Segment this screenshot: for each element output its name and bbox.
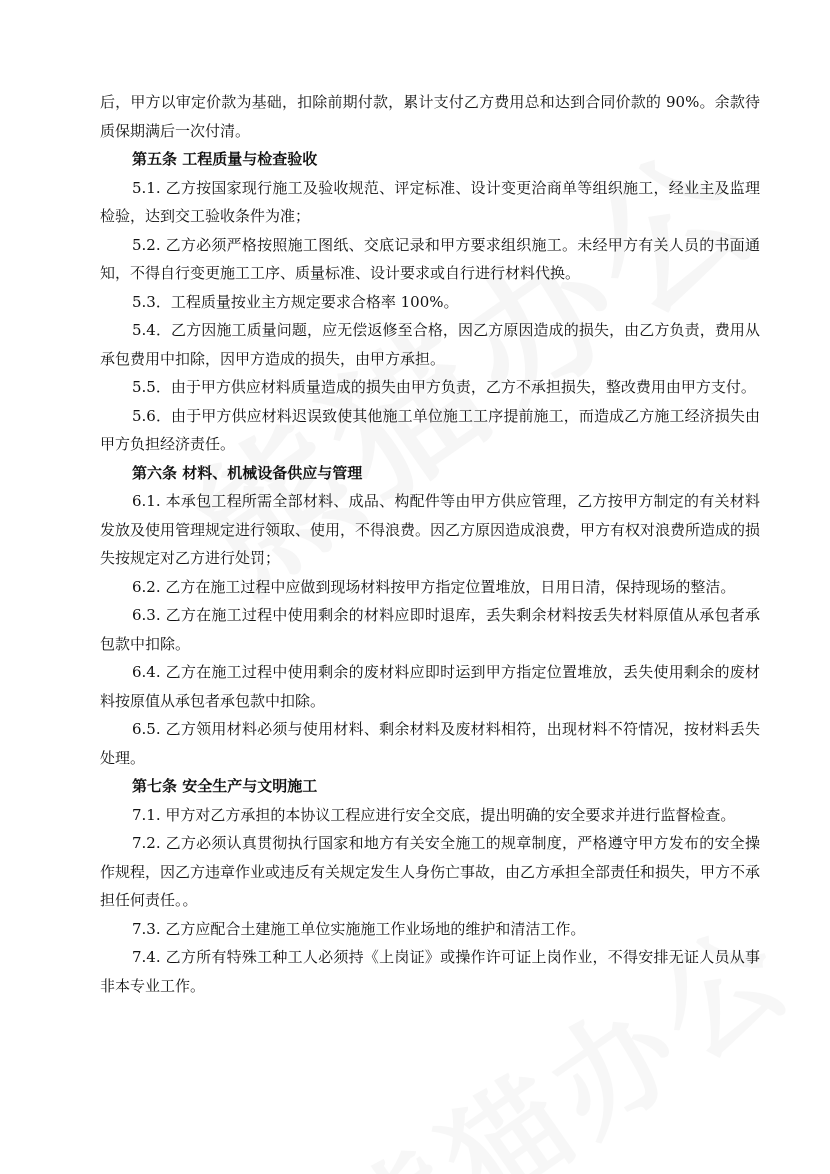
clause-6-4: 6.4. 乙方在施工过程中使用剩余的废材料应即时运到甲方指定位置堆放，丢失使用剩余的废材料按原值从承包者承包款中扣除。 <box>100 663 760 710</box>
clause-5-3: 5.3．工程质量按业主方规定要求合格率 100%。 <box>132 292 459 311</box>
section-heading-6: 第六条 材料、机械设备供应与管理 <box>132 463 363 482</box>
clause-5-1: 5.1. 乙方按国家现行施工及验收规范、评定标准、设计变更洽商单等组织施工，经业主及监理检验，达到交工验收条件为准； <box>100 178 760 225</box>
clause-7-4: 7.4. 乙方所有特殊工种工人必须持《上岗证》或操作许可证上岗作业，不得安排无证人员从事非本专业工作。 <box>100 948 760 995</box>
document-body <box>100 88 760 1000</box>
paragraph-payment-remainder: 后，甲方以审定价款为基础，扣除前期付款，累计支付乙方费用总和达到合同价款的 90%。余款待质保期满后一次付清。 <box>100 93 760 140</box>
clause-5-6: 5.6．由于甲方供应材料迟误致使其他施工单位施工工序提前施工，而造成乙方施工经济损失由甲方负担经济责任。 <box>100 406 760 453</box>
clause-6-3: 6.3. 乙方在施工过程中使用剩余的材料应即时退库，丢失剩余材料按丢失材料原值从承包者承包款中扣除。 <box>100 606 760 653</box>
clause-6-5: 6.5. 乙方领用材料必须与使用材料、剩余材料及废材料相符，出现材料不符情况，按材料丢失处理。 <box>100 720 760 767</box>
clause-5-4: 5.4．乙方因施工质量问题，应无偿返修至合格，因乙方原因造成的损失，由乙方负责，费用从承包费用中扣除，因甲方造成的损失，由甲方承担。 <box>100 321 760 368</box>
clause-5-2: 5.2. 乙方必须严格按照施工图纸、交底记录和甲方要求组织施工。未经甲方有关人员的书面通知，不得自行变更施工工序、质量标准、设计要求或自行进行材料代换。 <box>100 235 760 282</box>
section-heading-7: 第七条 安全生产与文明施工 <box>132 777 318 795</box>
clause-7-1: 7.1. 甲方对乙方承担的本协议工程应进行安全交底，提出明确的安全要求并进行监督检查。 <box>132 805 736 824</box>
clause-5-5: 5.5．由于甲方供应材料质量造成的损失由甲方负责，乙方不承担损失，整改费用由甲方支付。 <box>132 378 756 396</box>
section-heading-5: 第五条 工程质量与检查验收 <box>132 150 318 168</box>
clause-6-1: 6.1. 本承包工程所需全部材料、成品、构配件等由甲方供应管理，乙方按甲方制定的有关材料发放及使用管理规定进行领取、使用，不得浪费。因乙方原因造成浪费，甲方有权对浪费所造成的损失按规定对乙方进行处罚； <box>100 492 761 567</box>
clause-6-2: 6.2. 乙方在施工过程中应做到现场材料按甲方指定位置堆放，日用日清，保持现场的整洁。 <box>132 577 736 596</box>
clause-7-2: 7.2. 乙方必须认真贯彻执行国家和地方有关安全施工的规章制度，严格遵守甲方发布的安全操作规程，因乙方违章作业或违反有关规定发生人身伤亡事故，由乙方承担全部责任和损失，甲方不承担任何责任。。 <box>100 834 761 909</box>
clause-7-3: 7.3. 乙方应配合土建施工单位实施施工作业场地的维护和清洁工作。 <box>132 919 586 938</box>
